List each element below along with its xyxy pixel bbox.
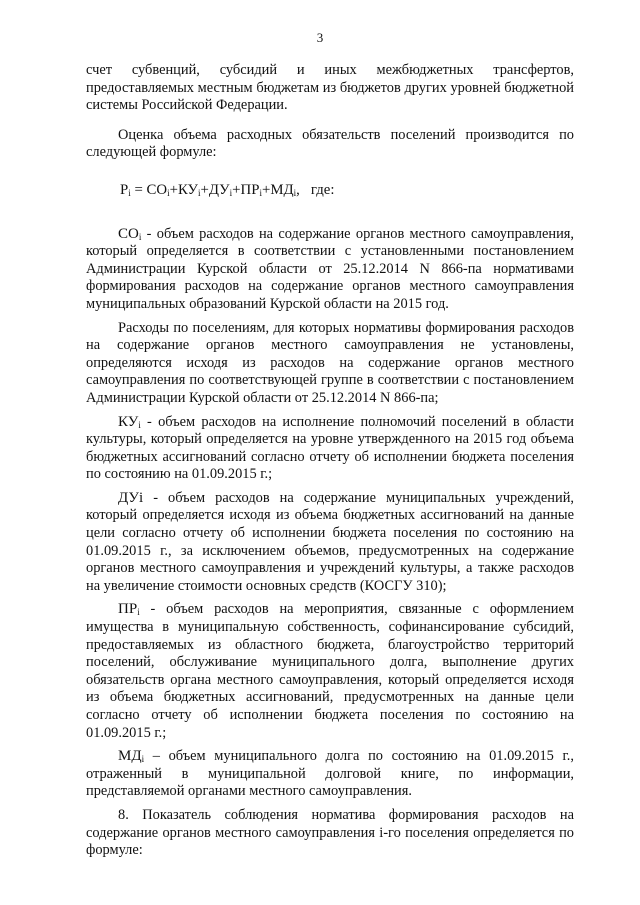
formula-where: где:	[310, 181, 335, 198]
definition-co-extra: Расходы по поселениям, для которых нормативы формирования расходов на содержание органов местного самоуправления не установлены, определяются исходя из расходов на содержание органов местного самоуправления по соответствующей группе в соответствии с постановлением Администрации Курской области от 25.12.2014 N 866-па;	[86, 319, 574, 406]
formula: $P_i = СО_i+КУ_i+ДУ_i+ПР_i+МД_i$, где:	[120, 181, 335, 198]
definition-pr: $ПР_i$ - объем расходов на мероприятия, связанные с оформлением имущества в муниципальную собственность, софинансирование субсидий, предоставляемых из областного бюджета, благоустройство территорий поселений, обслуживание муниципального долга, выполнение других обязательств органа местного самоуправления, который определяется исходя из объема бюджетных ассигнований, предусмотренных на данные цели согласно отчету об исполнении бюджета поселения по состоянию на 01.09.2015 г.;	[86, 601, 574, 741]
paragraph-8: 8. Показатель соблюдения норматива формирования расходов на содержание органов местного самоуправления i-го поселения определяется по формуле:	[86, 806, 574, 859]
assessment-paragraph: Оценка объема расходных обязательств поселений производится по следующей формуле:	[86, 126, 574, 161]
intro-paragraph: счет субвенций, субсидий и иных межбюджетных трансфертов, предоставляемых местным бюджетам из бюджетов других уровней бюджетной системы Российской Федерации.	[86, 62, 574, 114]
page-number: 3	[316, 30, 324, 45]
definition-co: $СО_i$ - объем расходов на содержание органов местного самоуправления, который определяется в соответствии с установленными постановлением Администрации Курской области от 25.12.2014 N 866-па нормативами формирования расходов на содержание органов местного самоуправления муниципальных образований Курской области на 2015 год.	[86, 225, 574, 312]
document-body	[86, 62, 574, 860]
formula-left: P	[120, 181, 129, 198]
definition-ku: $КУ_i$ - объем расходов на исполнение полномочий поселений в области культуры, который определяется на уровне утвержденного на 2015 год объема бюджетных ассигнований согласно отчету об исполнении бюджета поселения по состоянию на 01.09.2015 г.;	[86, 413, 574, 483]
definition-du: ДУi - объем расходов на содержание муниципальных учреждений, который определяется исходя из объема бюджетных ассигнований на данные цели согласно отчету об исполнении бюджета поселения по состоянию на 01.09.2015 г., за исключением объемов, предусмотренных на содержание органов местного самоуправления и учреждений культуры, а также расходов на увеличение стоимости основных средств (КОСГУ 310);	[86, 489, 574, 594]
definition-md: $МД_i$ – объем муниципального долга по состоянию на 01.09.2015 г., отраженный в муниципальной долговой книге, по информации, представляемой органами местного самоуправления.	[86, 748, 574, 800]
